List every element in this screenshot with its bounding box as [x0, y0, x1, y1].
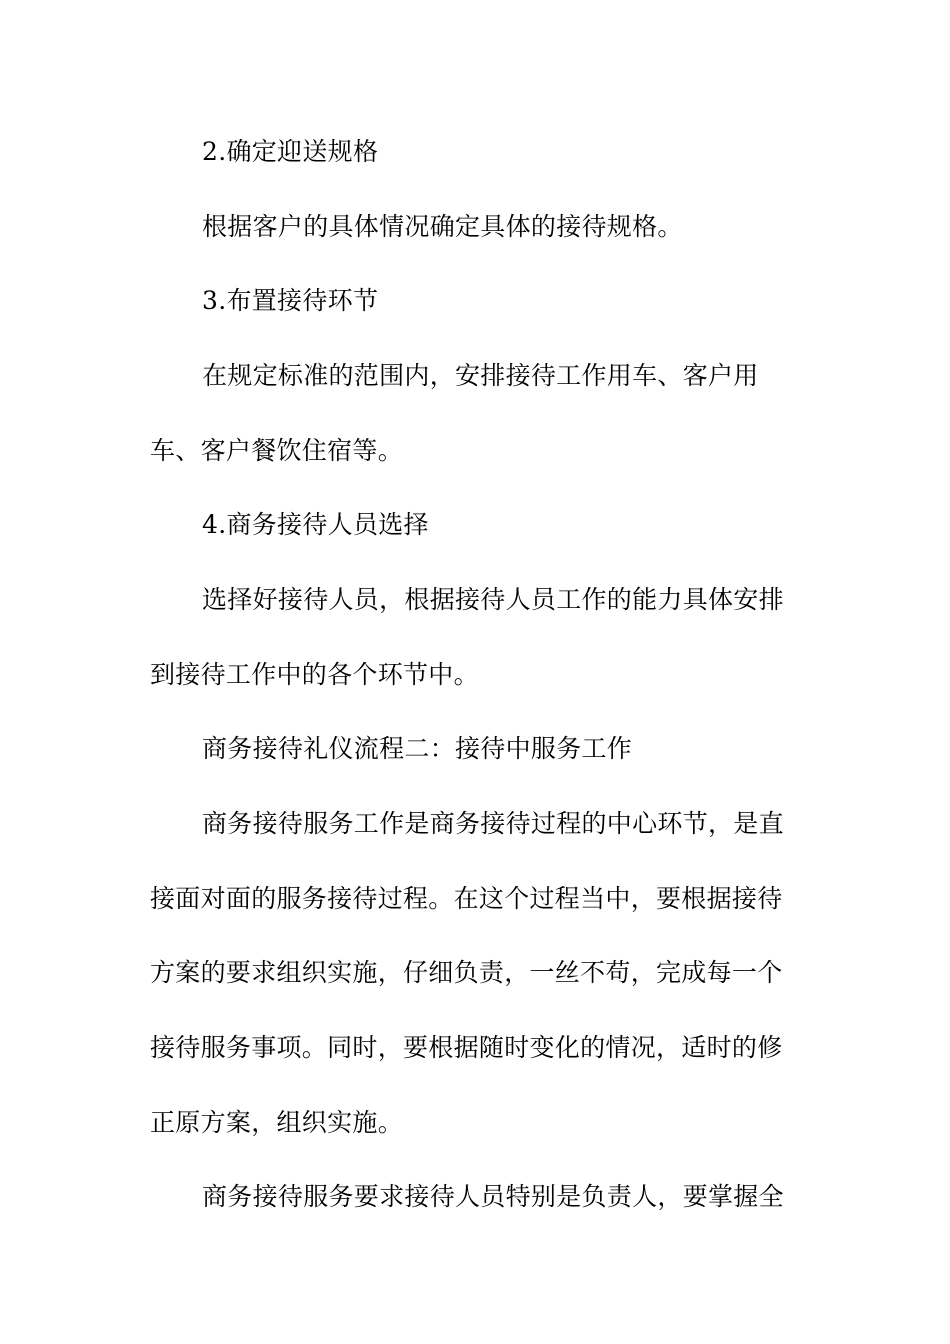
paragraph-line: 商务接待服务工作是商务接待过程的中心环节，是直: [202, 809, 784, 838]
section-heading-3: 3.布置接待环节: [202, 286, 379, 315]
paragraph-line: 正原方案，组织实施。: [150, 1108, 404, 1137]
paragraph-line: 商务接待服务要求接待人员特别是负责人，要掌握全: [202, 1182, 784, 1211]
paragraph-line: 根据客户的具体情况确定具体的接待规格。: [202, 212, 683, 241]
paragraph-line: 车、客户餐饮住宿等。: [150, 436, 404, 465]
paragraph-line: 选择好接待人员，根据接待人员工作的能力具体安排: [202, 585, 784, 614]
paragraph-line: 到接待工作中的各个环节中。: [150, 660, 479, 689]
paragraph-line: 方案的要求组织实施，仔细负责，一丝不苟，完成每一个: [150, 958, 783, 987]
section-heading-4: 4.商务接待人员选择: [202, 510, 429, 539]
paragraph-line: 接面对面的服务接待过程。在这个过程当中，要根据接待: [150, 884, 783, 913]
paragraph-line: 在规定标准的范围内，安排接待工作用车、客户用: [202, 361, 759, 390]
section-heading-process-2: 商务接待礼仪流程二：接待中服务工作: [202, 734, 633, 763]
section-heading-2: 2.确定迎送规格: [202, 137, 379, 166]
paragraph-line: 接待服务事项。同时，要根据随时变化的情况，适时的修: [150, 1033, 783, 1062]
